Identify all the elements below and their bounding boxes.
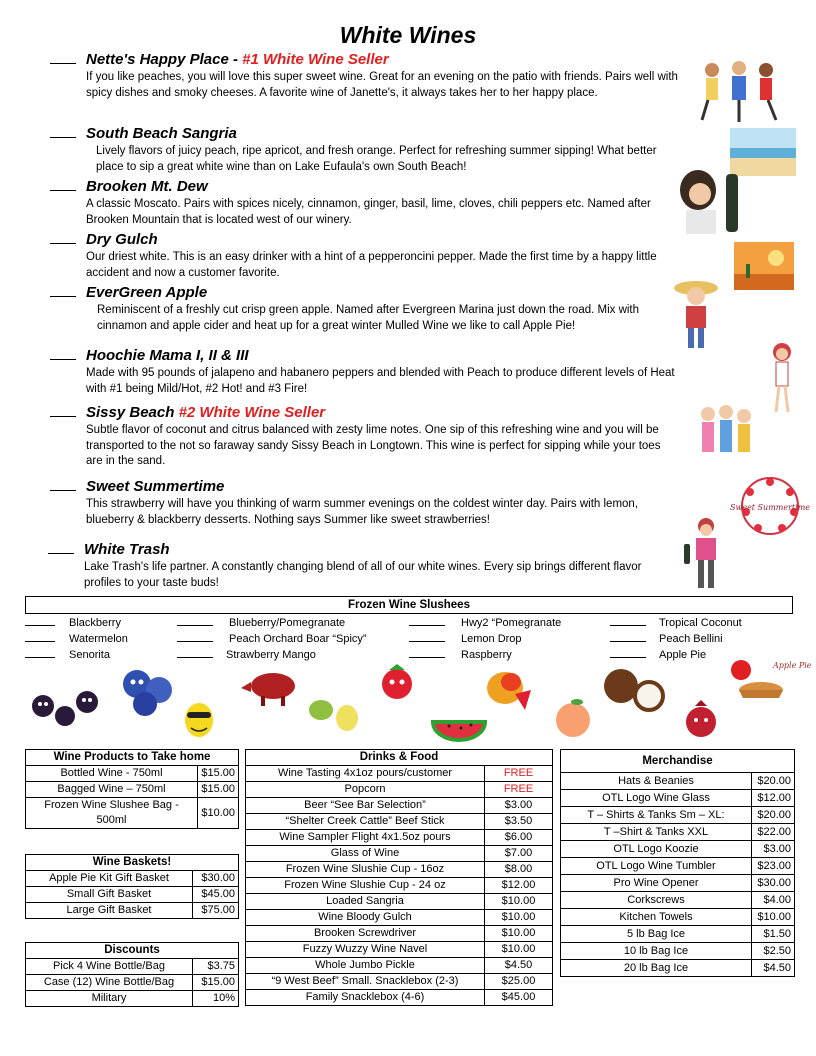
wine-description: Subtle flavor of coconut and citrus balanced with zesty lime notes. One sip of this refreshing wine and you will be transported to the not so faraway sandy Sissy Beach in Longtown. This wine is perfect for sipping while your toes are in the sand. [86,424,661,467]
table-row [246,910,553,926]
wine-baskets-table [25,854,239,919]
item-label: Wine Bloody Gulch [246,910,485,926]
wine-entry [50,51,680,101]
desert-sunset-illustration [734,242,794,290]
slushee-item: Blackberry [25,617,121,629]
item-price: $15.00 [193,975,239,991]
slushee-item: Lemon Drop [409,633,522,645]
item-price: $10.00 [485,942,553,958]
check-blank [50,416,76,417]
item-label: T – Shirts & Tanks Sm – XL: [561,807,752,824]
check-blank [409,641,445,642]
table-row [246,990,553,1006]
check-blank [177,657,213,658]
item-label: OTL Logo Wine Glass [561,790,752,807]
merchandise-table [560,749,795,977]
table-title: Wine Baskets! [26,855,239,871]
item-label: Family Snacklebox (4-6) [246,990,485,1006]
item-label: 20 lb Bag Ice [561,960,752,977]
table-row [561,841,795,858]
item-label: Beer “See Bar Selection” [246,798,485,814]
item-price: FREE [485,766,553,782]
table-title: Wine Products to Take home [26,750,239,766]
table-row [561,773,795,790]
farmer-girl-illustration [672,276,720,352]
item-label: Small Gift Basket [26,887,193,903]
wine-entry [50,347,680,397]
item-price: $20.00 [752,773,795,790]
raspberry-icon [382,664,412,699]
check-blank [177,641,213,642]
item-price: 10% [193,991,239,1007]
badge-text: Sweet Summertime [729,503,811,512]
slushee-item: Tropical Coconut [610,617,742,629]
wine-description: A classic Moscato. Pairs with spices nicely, cinnamon, ginger, basil, lime, cloves, chili peppers etc. Named after Brooken Mountain that is located west of our winery. [86,198,651,226]
wine-name: South Beach Sangria [86,125,237,142]
wine-name: Sweet Summertime [86,478,225,495]
wine-description: If you like peaches, you will love this super sweet wine. Great for an evening on the patio with friends. Pairs well with spicy dishes and smoky cheeses. A favorite wine of Janette's, it always takes her to her happy place. [86,71,678,99]
item-price: $30.00 [752,875,795,892]
item-price: $4.50 [752,960,795,977]
fruit-characters-illustration [25,660,812,746]
item-label: Glass of Wine [246,846,485,862]
wine-name: Dry Gulch [86,231,158,248]
table-row [246,846,553,862]
check-blank [48,553,74,554]
table-row [561,892,795,909]
table-row [246,830,553,846]
slushees-section [25,596,793,664]
table-title: Discounts [26,943,239,959]
wine-entry [50,284,680,334]
item-label: “Shelter Creek Cattle” Beef Stick [246,814,485,830]
item-price: $75.00 [193,903,239,919]
table-row [26,798,239,829]
item-price: $4.50 [485,958,553,974]
check-blank [409,625,445,626]
table-row [26,782,239,798]
check-blank [25,641,55,642]
discounts-table [25,942,239,1007]
wine-entry [50,404,680,470]
check-blank [50,190,76,191]
wine-tag: #1 White Wine Seller [242,51,389,68]
item-price: $22.00 [752,824,795,841]
item-label: Case (12) Wine Bottle/Bag [26,975,193,991]
strawberry-mango-icon [487,672,531,710]
table-row [246,766,553,782]
item-label: OTL Logo Koozie [561,841,752,858]
table-row [561,943,795,960]
table-row [26,991,239,1007]
wine-entry [48,541,648,591]
table-row [246,894,553,910]
table-row [26,975,239,991]
check-blank [177,625,213,626]
slushee-item: Raspberry [409,649,512,661]
wine-name: EverGreen Apple [86,284,208,301]
wine-description: Lake Trash's life partner. A constantly changing blend of all of our white wines. Every sip brings different flavor profiles to your taste buds! [84,561,642,589]
slushees-title: Frozen Wine Slushees [25,596,793,614]
wine-description: This strawberry will have you thinking of warm summer evenings on the coldest winter day. Pairs with lemon, blueberry & blackberry desserts. Nothing says Summer like sweet strawberries! [86,498,639,526]
item-price: $12.00 [485,878,553,894]
check-blank [50,490,76,491]
item-label: OTL Logo Wine Tumbler [561,858,752,875]
wine-entry [50,231,680,281]
item-label: Apple Pie Kit Gift Basket [26,871,193,887]
slushee-item: Peach Orchard Boar “Spicy” [177,633,367,645]
check-blank [50,137,76,138]
item-price: $7.00 [485,846,553,862]
pinup-girl-illustration [766,340,798,416]
wine-description: Reminiscent of a freshly cut crisp green apple. Named after Evergreen Marina just down the road. Mix with cinnamon and apple cider and heat up for a great winter Mulled Wine we like to call Apple Pie! [97,304,640,332]
boar-icon [241,673,295,706]
item-price: $45.00 [485,990,553,1006]
apple-pie-label: Apple Pie [773,661,812,670]
beach-friends-illustration [694,402,754,466]
table-row [561,790,795,807]
item-label: Pick 4 Wine Bottle/Bag [26,959,193,975]
wine-name: White Trash [84,541,170,558]
table-row [561,858,795,875]
lime-icon [309,700,358,731]
sweet-summertime-badge [729,476,811,536]
table-row [246,974,553,990]
table-title: Merchandise [561,750,795,773]
check-blank [50,63,76,64]
table-row [246,926,553,942]
item-price: $1.50 [752,926,795,943]
item-label: Frozen Wine Slushie Cup - 24 oz [246,878,485,894]
table-row [246,814,553,830]
drinks-food-table [245,749,553,1006]
blueberry-icon [123,670,172,716]
slushee-item: Peach Bellini [610,633,723,645]
item-price: $20.00 [752,807,795,824]
table-row [561,824,795,841]
watermelon-icon [433,722,485,740]
item-label: Hats & Beanies [561,773,752,790]
wine-tag: #2 White Wine Seller [178,404,326,421]
wine-name: Nette's Happy Place - [86,51,243,68]
check-blank [610,641,646,642]
wine-name: Sissy Beach [86,404,179,421]
item-price: $10.00 [485,926,553,942]
slushee-item: Strawberry Mango [177,649,316,661]
apple-pie-icon [731,660,812,698]
item-label: Loaded Sangria [246,894,485,910]
item-price: $3.00 [485,798,553,814]
item-price: $3.75 [193,959,239,975]
wine-description: Our driest white. This is an easy drinker with a hint of a pepperoncini pepper. Made the first time by a happy little accident and now a customer favorite. [86,251,657,279]
item-price: $3.00 [752,841,795,858]
item-price: $30.00 [193,871,239,887]
table-row [246,862,553,878]
item-label: Military [26,991,193,1007]
slushees-grid [25,614,793,664]
wine-name: Hoochie Mama I, II & III [86,347,249,364]
slushee-item: Hwy2 “Pomegranate [409,617,561,629]
item-price: $15.00 [198,782,239,798]
item-price: $10.00 [485,910,553,926]
table-title: Drinks & Food [246,750,553,766]
item-price: FREE [485,782,553,798]
item-label: Frozen Wine Slushee Bag - 500ml [26,798,198,829]
lemon-icon [185,703,213,737]
wine-entry [50,178,680,228]
dancing-ladies-illustration [694,58,784,124]
table-row [561,926,795,943]
wine-products-table [25,749,239,829]
slushee-item: Blueberry/Pomegranate [177,617,345,629]
item-label: 5 lb Bag Ice [561,926,752,943]
item-price: $10.00 [485,894,553,910]
slushee-item: Senorita [25,649,110,661]
item-price: $2.50 [752,943,795,960]
item-price: $15.00 [198,766,239,782]
slushee-item: Watermelon [25,633,128,645]
item-price: $25.00 [485,974,553,990]
table-row [561,960,795,977]
check-blank [409,657,445,658]
item-price: $4.00 [752,892,795,909]
check-blank [610,625,646,626]
coconut-icon [604,669,663,710]
item-label: Kitchen Towels [561,909,752,926]
item-price: $45.00 [193,887,239,903]
item-label: Bagged Wine – 750ml [26,782,198,798]
check-blank [25,657,55,658]
page-title: White Wines [339,22,477,48]
wine-entry [50,125,680,175]
table-row [246,942,553,958]
item-price: $8.00 [485,862,553,878]
table-row [26,766,239,782]
table-row [246,958,553,974]
slushee-item: Apple Pie [610,649,706,661]
table-row [26,871,239,887]
blackberry-icon [32,691,98,726]
table-row [26,903,239,919]
item-label: “9 West Beef” Small. Snacklebox (2-3) [246,974,485,990]
item-label: Wine Sampler Flight 4x1.5oz pours [246,830,485,846]
check-blank [50,296,76,297]
check-blank [50,359,76,360]
table-row [26,887,239,903]
pomegranate-icon [686,700,716,737]
item-label: Pro Wine Opener [561,875,752,892]
item-label: Whole Jumbo Pickle [246,958,485,974]
item-label: Bottled Wine - 750ml [26,766,198,782]
wine-description: Made with 95 pounds of jalapeno and habanero peppers and blended with Peach to produce different levels of Heat with #1 being Mild/Hot, #2 Hot! and #3 Fire! [86,367,675,395]
item-label: Wine Tasting 4x1oz pours/customer [246,766,485,782]
item-label: Large Gift Basket [26,903,193,919]
table-row [561,807,795,824]
table-row [26,959,239,975]
peach-icon [556,699,590,737]
item-price: $23.00 [752,858,795,875]
item-label: T –Shirt & Tanks XXL [561,824,752,841]
table-row [561,875,795,892]
wine-description: Lively flavors of juicy peach, ripe apricot, and fresh orange. Perfect for refreshing summer sipping! What better place to sip a great white wine than on Lake Eufaula's own South Beach! [96,145,657,173]
item-price: $10.00 [752,909,795,926]
item-label: Brooken Screwdriver [246,926,485,942]
item-label: Frozen Wine Slushie Cup - 16oz [246,862,485,878]
table-row [246,782,553,798]
wine-name: Brooken Mt. Dew [86,178,208,195]
check-blank [25,625,55,626]
item-label: 10 lb Bag Ice [561,943,752,960]
item-price: $6.00 [485,830,553,846]
item-label: Corkscrews [561,892,752,909]
item-label: Fuzzy Wuzzy Wine Navel [246,942,485,958]
table-row [561,909,795,926]
check-blank [50,243,76,244]
item-price: $10.00 [198,798,239,829]
woman-with-bottle-illustration [680,516,728,592]
item-label: Popcorn [246,782,485,798]
woman-with-wine-illustration [672,168,744,238]
table-row [246,878,553,894]
wine-entry [50,478,680,528]
table-row [246,798,553,814]
check-blank [610,657,646,658]
item-price: $3.50 [485,814,553,830]
item-price: $12.00 [752,790,795,807]
